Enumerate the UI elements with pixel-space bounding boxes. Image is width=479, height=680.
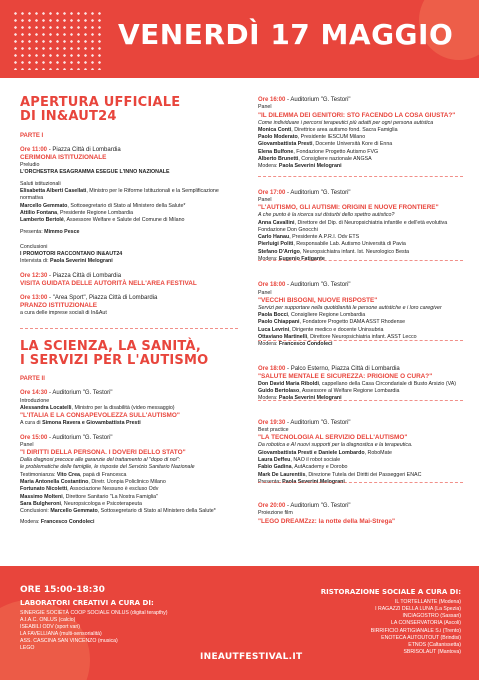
website-link[interactable]: INEAUTFESTIVAL.IT [200, 652, 303, 662]
event-vecchi-bisogni: Ore 18:00 - Auditorium "G. Testori" Panel "VECCHI BISOGNI, NUOVE RISPOSTE" Servizi per supportare nella quotidianità le persone autistiche e i loro caregiver Paola Bocci, Consigliere Regione Lombardia Paolo Chiappani, Fondatore Progetto DAMA ASST Rhodense Luca Levrini, Dirigente medico e docente Uninsubria Ottaviano Martinelli, Direttore Neuropsichiatria infant. ASST Lecco Modera: Francesco Condoleci [258, 281, 463, 348]
part-label: PARTE I [20, 132, 44, 139]
event-pranzo: Ore 13:00 - "Area Sport", Piazza Città di Lombardia PRANZO ISTITUZIONALE a cura delle imprese sociali di In&Aut [20, 294, 238, 318]
list-item: SINERGIE SOCIETÀ COOP SOCIALE ONLUS (digital terapthy) [20, 610, 168, 617]
section-divider [258, 400, 463, 401]
event-diritti: Ore 15:00 - Auditorium "G. Testori" Panel "I DIRITTI DELLA PERSONA. I DOVERI DELLO STATO" Dalla diagnosi precoce alle garanzie del trattamento al "dopo di noi": le problematiche delle famiglie, le risposte del Servizio Sanitario Nazionale Testimonianza: Vito Crea, papà di Francesca Maria Antonella Costantino, Diretr. Uonpia Policlinico Milano Fortunato Nicoletti, Associazione Nessuno è escluso Odv Massimo Molteni, Direttore Sanitario "La Nostra Famiglia" Sara Bulgheroni, Neuropsicologa e Psicoterapeuta Conclusioni: Marcello Gemmato, Sottosegretario di Stato al Ministero della Salute* Modera: Francesco Condoleci [20, 434, 238, 527]
section-divider [258, 260, 463, 261]
part-label: PARTE II [20, 376, 45, 383]
left-column [20, 96, 238, 527]
event-heading: "I DIRITTI DELLA PERSONA. I DOVERI DELLO STATO" [20, 449, 186, 457]
event-dilemma: Ore 16:00 - Auditorium "G. Testori" Panel "IL DILEMMA DEI GENITORI: STO FACENDO LA COSA GIUSTA?" Come individuare i percorsi terapeutici più adatti per ogni persona autistica Monica Conti, Direttrice area autismo fond. Sacra Famiglia Paolo Moderato, Presidente IESCUM Milano Giovambattista Presti, Docente Università Kore di Enna Elena Bulfone, Fondazione Progetto Autismo FVG Alberto Brunetti, Consigliere nazionale ANGSA Modera: Paola Severini Melograni [258, 96, 463, 171]
list-item: ASS. CASCINA SAN VINCENZO (musica) [20, 638, 118, 645]
event-autismo-origini: Ore 17:00 - Auditorium "G. Testori" Panel "L'AUTISMO, GLI AUTISMI: ORIGINI E NUOVE FRONTIERE" A che punto è la ricerca sui disturbi dello spettro autistico? Anna Cavallini, Direttore del Dip. di Neuropsichiatria infantile e dell'età evolutiva Fondazione Don Gnocchi Carlo Hanau, Presidente A.P.R.I. Odv ETS Pierluigi Politi, Responsabile Lab. Autismo Università di Pavia Stefano D'Arrigo, Neuropsichiatra infant. Ist. Neurologico Besta Modera: Eugenio Fatigante [258, 189, 463, 264]
event-visita: Ore 12:30 - Piazza Città di Lombardia VISITA GUIDATA DELLE AUTORITÀ NELL'AREA FESTIVAL [20, 272, 238, 288]
event-heading: "SALUTE MENTALE E SICUREZZA: PRIGIONE O CURA?" [258, 372, 433, 380]
section-divider [20, 328, 238, 329]
event-heading: CERIMONIA ISTITUZIONALE [20, 154, 107, 162]
ristorazione-box [261, 588, 461, 656]
footer-banner [0, 566, 479, 680]
section-title-opening: APERTURA UFFICIALE DI IN&AUT24 [20, 95, 181, 125]
event-salute-mentale: Ore 18:00 - Palco Esterno, Piazza Città di Lombardia "SALUTE MENTALE E SICUREZZA: PRIGIONE O CURA?" Don David Maria Riboldi, cappellano della Casa Circondariale di Busto Arsizio (VA) Guido Bertolaso, Assessore al Welfare Regione Lombardia Modera: Paola Severini Melograni [258, 365, 463, 403]
list-item: SBRISOLAUT (Mantova) [403, 648, 461, 655]
section-divider [258, 482, 463, 483]
event-lego: Ore 20:00 - Auditorium "G. Testori" Proiezione film "LEGO DREAMZzz: la notte della Mai-Strega" [258, 502, 463, 526]
footer-time: ORE 15:00-18:30 [20, 585, 105, 595]
dot-pattern [12, 10, 102, 70]
list-item: LEGO [20, 645, 35, 652]
page-title: VENERDÌ 17 MAGGIO [118, 18, 454, 51]
section-divider [258, 340, 463, 341]
section-divider [258, 176, 463, 177]
event-heading: "VECCHI BISOGNI, NUOVE RISPOSTE" [258, 296, 378, 304]
event-heading: VISITA GUIDATA DELLE AUTORITÀ NELL'AREA FESTIVAL [20, 279, 197, 287]
list-item: LA FAVELLIANA (multi-sensorialità) [20, 631, 102, 638]
list-item: IL TORTELLANTE (Modena) [394, 599, 461, 606]
event-heading: "LA TECNOLOGIA AL SERVIZIO DELL'AUTISMO" [258, 434, 408, 442]
list-item: I RAGAZZI DELLA LUNA (La Spezia) [375, 606, 461, 613]
event-heading: "IL DILEMMA DEI GENITORI: STO FACENDO LA COSA GIUSTA?" [258, 111, 456, 119]
laboratori-heading: LABORATORI CREATIVI A CURA DI: [20, 598, 154, 607]
ristorazione-heading: RISTORAZIONE SOCIALE A CURA DI: [320, 588, 461, 596]
right-column [258, 96, 463, 526]
event-heading: "LEGO DREAMZzz: la notte della Mai-Strega" [258, 517, 396, 525]
list-item: ENOTECA AUTOUTOUT (Brindisi) [381, 634, 461, 641]
list-item: ISEABILI ODV (sport vari) [20, 624, 80, 631]
list-item: A.I.A.C. ONLUS (calcio) [20, 617, 76, 624]
list-item: ETNOS (Caltanissetta) [408, 641, 461, 648]
event-cerimonia: Ore 11:00 - Piazza Città di Lombardia CERIMONIA ISTITUZIONALE Preludio L'ORCHESTRA ESAGRAMMA ESEGUE L'INNO NAZIONALE Saluti istituzionali Elisabetta Alberti Casellati, Ministro per le Riforme Istituzionali e la Semplificazione normativa Marcello Gemmato, Sottosegretario di Stato al Ministero della Salute* Attilio Fontana, Presidente Regione Lombardia Lamberto Bertolé, Assessore Welfare e Salute del Comune di Milano Presenta: Mimmo Pesce Conclusioni I PROMOTORI RACCONTANO IN&AUT24 Intervista di: Paola Severini Melograni [20, 146, 238, 266]
event-heading: PRANZO ISTITUZIONALE [20, 302, 98, 310]
list-item: LA CONSERVATORIA (Ascoli) [391, 620, 461, 627]
list-item: INCIAGOSTRO (Sassari) [402, 613, 461, 620]
event-heading: "L'AUTISMO, GLI AUTISMI: ORIGINI E NUOVE FRONTIERE" [258, 204, 439, 212]
header-banner [0, 0, 479, 78]
list-item: BIRRIFICIO ARTIGIANALE S.i (Trento) [370, 627, 461, 634]
section-title-science: LA SCIENZA, LA SANITÀ, I SERVIZI PER L'AUTISMO [20, 338, 209, 368]
event-tecnologia: Ore 19:30 - Auditorium "G. Testori" Best practice "LA TECNOLOGIA AL SERVIZIO DELL'AUTISMO" Da robotica e AI nuovi supporti per la diagnostica e la terapeutica. Giovambattista Presti e Daniele Lombardo, RoboMate Laura Deffeu, NAO il robot sociale Fabio Gadina, AutAcademy e Dorobo Mark De Laurentiis, Direzione Tutela dei Diritti dei Passeggeri ENAC Presenta: Paola Severini Melograni [258, 419, 463, 486]
laboratori-box [20, 586, 230, 652]
event-heading: "L'ITALIA E LA CONSAPEVOLEZZA SULL'AUTISMO" [20, 412, 180, 420]
event-introduzione: Ore 14:30 - Auditorium "G. Testori" Introduzione Alessandra Locatelli, Ministro per la disabilità (video messaggio) "L'ITALIA E LA CONSAPEVOLEZZA SULL'AUTISMO" A cura di Simona Ravera e Giovambattista Presti [20, 389, 238, 427]
